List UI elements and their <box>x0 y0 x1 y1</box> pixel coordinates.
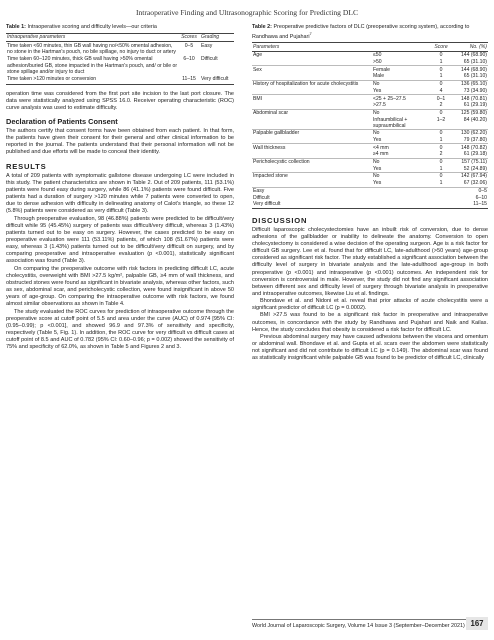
table2-cell <box>428 187 454 194</box>
table2-cell: 65 (31.10) <box>463 59 487 66</box>
table-row <box>252 137 488 144</box>
table-row <box>252 88 488 95</box>
table2-cell: 0 <box>428 158 454 165</box>
table2-cell: 136 (65.10) <box>454 80 488 87</box>
table-row <box>252 66 488 73</box>
table2-cell <box>428 194 454 201</box>
table-row <box>252 102 488 109</box>
table2-cell: Impacted stone <box>252 173 372 180</box>
table2-cell: 148 (70.81) <box>454 95 488 102</box>
table1-caption <box>6 24 234 31</box>
table2-cell: Yes <box>373 87 382 94</box>
table2-cell: 79 (37.80) <box>463 137 487 144</box>
table2-cell: Yes <box>373 137 382 144</box>
table-row <box>252 109 488 116</box>
table2-header: Score <box>428 43 454 52</box>
table2-cell: Age <box>253 52 263 59</box>
table-row <box>252 194 488 201</box>
table1-header: Grading <box>200 33 234 42</box>
paragraph-consent: The authors certify that consent forms have been obtained from each patient. In that form, the patients have given their consent for their general and other clinical information to be reported in the journal. The patients understand that their personal information will not be published and due efforts will be made to conceal their identity. <box>6 127 234 156</box>
table2-cell: Female <box>372 66 428 73</box>
table1-cell: Easy <box>201 42 213 49</box>
table2-cell: 84 (40.20) <box>463 116 487 123</box>
table-row <box>252 73 488 80</box>
table2-header: Parameters <box>252 43 372 52</box>
right-column <box>252 24 488 363</box>
table2-cell: BMI <box>252 95 372 102</box>
table2-cell: 0 <box>439 52 443 59</box>
table1-header: Scores <box>178 33 200 42</box>
table2-cell <box>372 187 428 194</box>
table2-cell: <25 + 25–27.5 <box>372 95 428 102</box>
table2-cell: Abdominal scar <box>252 109 372 116</box>
table2-cell: 0 <box>428 173 454 180</box>
table2-cell: History of hospitalization for acute cholecystitis <box>252 80 372 87</box>
table2-cell: 0 <box>428 109 454 116</box>
table2-cell: Easy <box>252 187 372 194</box>
paragraph-discussion-3: BMI >27.5 was found to be a significant risk factor in preoperative and intraoperative outcomes, in concordance with the study by Randhawa and Pujahari and Naik and Kailas. Hence, the study concludes that obesity is considered a risk factor for difficult LC. <box>252 312 488 333</box>
table2-cell <box>252 102 372 109</box>
table2-cell: 130 (62.20) <box>454 130 488 137</box>
table-row <box>6 42 234 56</box>
table2-cell: Male <box>373 73 385 80</box>
left-column <box>6 24 234 352</box>
table2-cell: 1 <box>439 165 443 172</box>
table2-cell: Very difficult <box>253 201 281 208</box>
table1-cell: Time taken >120 minutes or conversion <box>7 76 97 83</box>
table-row <box>252 59 488 66</box>
table1-cell: Difficult <box>201 56 218 63</box>
paragraph-discussion-4: Previous abdominal surgery may have caused adhesions between the viscera and omentum or abdominal wall. Bhondave et al. and Gupta et al. scars over the abdomen were statistically not significant and did not contribute to difficult LC (p = 0.149). The abdominal scar was found as statistically insignificant while palpable GB was found to be predictor of difficult LC, clinically <box>252 333 488 362</box>
table2-cell: Yes <box>373 180 382 187</box>
table1-cell: Time taken <60 minutes, thin GB wall having no/<50% omental adhesion, no stone in the Hartman's pouch, no bile spillage, no injury to duct or artery <box>7 42 176 55</box>
table2-cell: ≥4 mm <box>373 151 389 158</box>
table2-cell: 65 (31.10) <box>463 73 487 80</box>
table2-cell <box>252 165 372 172</box>
table2-caption-ref: 7 <box>309 30 312 36</box>
table2-cell <box>252 73 372 80</box>
table2-cell: 0 <box>428 80 454 87</box>
table2-cell: Palpable gallbladder <box>252 130 372 137</box>
table2-cell: 2 <box>439 151 443 158</box>
table-row <box>252 130 488 137</box>
table1-cell: 6–10 <box>183 56 195 63</box>
table2-cell: 0 <box>428 130 454 137</box>
table2-cell: Pericholecystic collection <box>252 158 372 165</box>
table2-cell: 148 (70.82) <box>454 144 488 151</box>
table-row <box>6 76 234 84</box>
table2-cell: 1 <box>439 73 443 80</box>
page-number: 167 <box>466 617 488 630</box>
table-row <box>252 165 488 172</box>
table2-cell: 125 (59.80) <box>454 109 488 116</box>
paragraph-results-2: Through preoperative evaluation, 98 (46.88%) patients were predicted to be difficult/very difficult while 95 (45.45%) surgery of patients was difficult/very difficult, whereas 3 (1.43%) patients turned out to be easy on surgery. However, the cases predicted to be easy on preoperative evaluation were 111 (53.11%) patients, of which 108 (51.67%) patients were easy, whereas 3 (1.43%) patients turned out to be difficult/very difficult on surgery, and by comparing preoperative and intraoperative evaluation (p <0.001), statistically significant association was found (Table 3). <box>6 215 234 265</box>
table2-cell: 52 (24.89) <box>463 165 487 172</box>
table2-cell: 0 <box>428 66 454 73</box>
table-row <box>252 158 488 165</box>
table2-cell <box>252 151 372 158</box>
table2-cell: 11–15 <box>473 201 487 208</box>
heading-discussion: DISCUSSION <box>252 215 308 225</box>
table2-cell <box>252 137 372 144</box>
table1-header: Intraoperative parameters <box>6 33 178 42</box>
table2-cell: 0 <box>428 144 454 151</box>
table2-cell: 1 <box>439 59 443 66</box>
table2-body <box>252 52 488 209</box>
table1-cell: 0–5 <box>184 42 194 49</box>
heading-results: RESULTS <box>6 161 47 171</box>
table2-cell <box>372 201 428 208</box>
table-row <box>252 187 488 194</box>
table2-cell: 157 (75.11) <box>454 158 488 165</box>
table2-cell: 1 <box>439 137 443 144</box>
journal-footer: World Journal of Laparoscopic Surgery, Volume 14 Issue 3 (September–December 2021) <box>252 619 488 629</box>
table2-caption-text: Preoperative predictive factors of DLC (preoperative scoring system), according to Randhawa and Pujahari <box>252 24 470 40</box>
table-row <box>252 116 488 129</box>
paragraph-results-1: A total of 209 patients with symptomatic gallstone disease undergoing LC were included in this study. The patient characteristics are shown in Table 2. Out of 209 patients, 111 (53.1%) patients were found easy during surgery, while 86 (41.1%) patients were found difficult. Five patients had a duration of surgery >120 minutes while 7 patients were converted to open, due to dense adhesion with difficulty in delineating anatomy of Calot's triangle, so these 12 (5.8%) patients were considered as very difficult (Table 3). <box>6 172 234 215</box>
table-row <box>252 80 488 87</box>
table2-cell: >27.5 <box>373 102 386 109</box>
table2-cell: 144 (68.90) <box>454 66 488 73</box>
table-row <box>252 151 488 158</box>
table2-caption <box>252 24 488 40</box>
table1-cell: Time taken 60–120 minutes, thick GB wall having >50% omental adhesion/buried GB, stone impacted in the Hartman's pouch, and/ or bile or stone spillage and/or injury to duct <box>7 56 178 75</box>
table2-cell: Yes <box>373 165 382 172</box>
paragraph-methods: operation time was considered from the first port site incision to the last port closure. The data were statistically analyzed using SPSS 16.0. Receiver operating characteristic (ROC) curve analysis was used to estimate difficulty. <box>6 90 234 111</box>
table-row <box>6 56 234 76</box>
table-row <box>252 52 488 59</box>
table2-cell <box>252 116 372 129</box>
table2-cell: 61 (29.18) <box>463 151 487 158</box>
table2-cell <box>252 88 372 95</box>
paragraph-results-3: On comparing the preoperative outcome with risk factors in predicting difficult LC, acute cholecystitis, overweight with BMI >27.5 kg/m², palpable GB, ≥4 mm of wall thickness, and obstructed stones were found as significant in bivariate analysis, whereas other factors, such as sex, abdominal scar, and pericholecystic collection, were found insignificant in above 50 years of age-group. On comparing the intraoperative outcome with risk factors, we found almost similar observations as shown in Table 4. <box>6 265 234 308</box>
table2-cell: No <box>372 109 428 116</box>
paragraph-results-4: The study evaluated the ROC curves for prediction of intraoperative outcome through the preoperative score at cutoff point of 5.5 and area under the curve (AUC) of 0.974 [95% CI: (0.95–0.99); p <0.001], and showed 96.9 and 97.3% of sensitivity and specificity, respectively (Table 5, Fig. 1). In addition, the ROC curve for very difficult vs difficult cases at cutoff point of 8.5 and AUC of 0.782 (95% CI: 0.60–0.96; p = 0.002) showed the sensitivity of 75% and specificity of 62.0%, as shown in Table 5 and Figures 2 and 3. <box>6 308 234 351</box>
table-row <box>252 95 488 102</box>
table2-cell: Infraumbilical + supraumbilical <box>373 116 408 129</box>
table-row <box>252 180 488 187</box>
table1-caption-text: Intraoperative scoring and difficulty levels—our criteria <box>25 24 157 30</box>
table2-cell <box>252 180 372 187</box>
table2-cell: Sex <box>252 66 372 73</box>
table2-cell: 0–1 <box>428 95 454 102</box>
running-head: Intraoperative Finding and Ultrasonographic Scoring for Predicting DLC <box>135 8 359 17</box>
table2-cell: >50 <box>373 59 382 66</box>
table2-cell: 6–10 <box>475 194 487 201</box>
table2-cell: 1 <box>439 180 443 187</box>
heading-consent: Declaration of Patients Consent <box>6 116 118 126</box>
table2-cell: 4 <box>439 87 443 94</box>
table2-cell: 144 (68.90) <box>460 52 487 59</box>
table1-cell: Very difficult <box>201 76 229 83</box>
table1 <box>6 33 234 85</box>
table1-caption-label: Table 1: <box>6 24 26 30</box>
table2-cell: 1–2 <box>436 116 446 123</box>
table2 <box>252 42 488 208</box>
table2-cell: No <box>372 80 428 87</box>
table2-header: No. (%) <box>454 43 488 52</box>
table-row <box>252 144 488 151</box>
table2-cell: No <box>372 158 428 165</box>
table2-cell <box>428 201 454 208</box>
table2-cell <box>372 194 428 201</box>
table-row <box>252 201 488 208</box>
table2-cell <box>252 59 372 66</box>
table2-cell: 73 (34.90) <box>463 87 487 94</box>
table2-cell: No <box>372 130 428 137</box>
table2-cell: ≤50 <box>373 52 382 59</box>
table2-cell: No <box>372 173 428 180</box>
table2-cell: 142 (67.94) <box>454 173 488 180</box>
table2-cell: <4 mm <box>372 144 428 151</box>
table-row <box>252 173 488 180</box>
table2-cell: Wall thickness <box>252 144 372 151</box>
table2-header <box>372 43 428 52</box>
table2-cell: 2 <box>439 102 443 109</box>
paragraph-discussion-1: Difficult laparoscopic cholecystectomies have an inbuilt risk of conversion, due to dense adhesions of the gallbladder or inability to delineate the anatomy. Conversion to open cholecystectomy is considered a wise decision of the operating surgeon. Age is a risk factor for difficult GB surgery. Lee et al. found that for difficult LC, late-adulthood (>50 years) age-group considered as significant risk factor. The study established a significant association between the difficulty level of surgery in bivariate analysis and the late-adulthood age-group in both preoperative (p <0.001) and intraoperative (p <0.001) outcomes. An independent risk for conversion is controversial in male. However, the study did not find any significant association between different sex and difficulty level of surgery through bivariate analysis in preoperative and intraoperative outcomes, likewise Liu et al. findings. <box>252 226 488 298</box>
table1-cell: 11–15 <box>182 76 196 83</box>
table2-cell: Difficult <box>253 194 270 201</box>
table2-cell: 67 (32.06) <box>463 180 487 187</box>
table2-cell: 0–5 <box>454 187 488 194</box>
paragraph-discussion-2: Bhondave et al. and Nidoni et al. reveal that prior attacks of acute cholecystitis were a significant predictor of difficult LC (p = 0.0002). <box>252 298 488 312</box>
table2-cell: 61 (29.19) <box>463 102 487 109</box>
table2-caption-label: Table 2: <box>252 24 272 30</box>
